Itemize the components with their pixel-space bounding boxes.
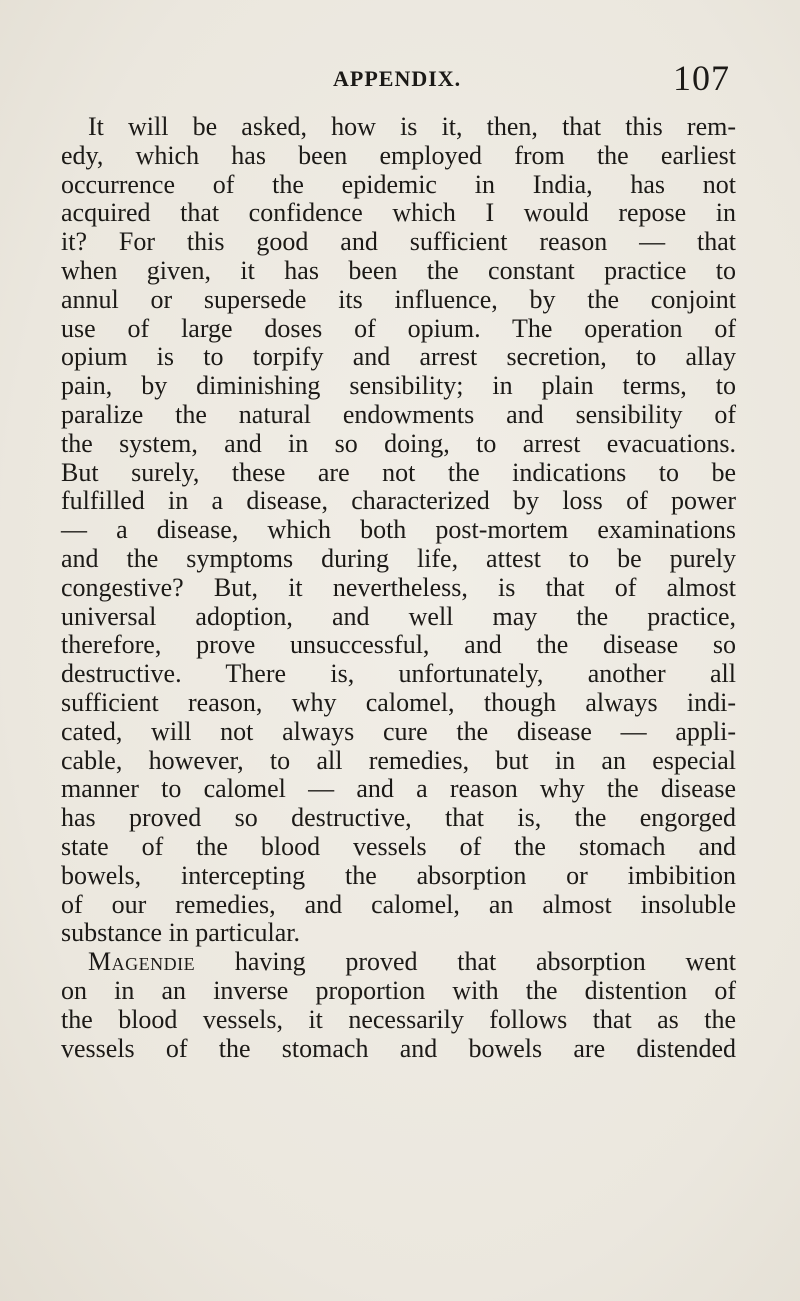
text-line: universal adoption, and well may the practice, bbox=[61, 601, 736, 631]
text-line: use of large doses of opium. The operation of bbox=[61, 313, 736, 343]
text-line: cated, will not always cure the disease — appli- bbox=[61, 716, 736, 746]
text-line: pain, by diminishing sensibility; in plain terms, to bbox=[61, 371, 736, 401]
text-line: annul or supersede its influence, by the conjoint bbox=[61, 284, 736, 314]
running-head bbox=[0, 58, 800, 108]
text-line: occurrence of the epidemic in India, has not bbox=[61, 169, 736, 199]
text-line: But surely, these are not the indications to be bbox=[61, 457, 736, 487]
text-line: therefore, prove unsuccessful, and the disease so bbox=[61, 630, 736, 660]
text-line: substance in particular. bbox=[61, 918, 300, 948]
text-line: has proved so destructive, that is, the engorged bbox=[61, 803, 736, 833]
text-line: sufficient reason, why calomel, though always indi- bbox=[61, 687, 736, 717]
text-fragment: having proved that absorption went bbox=[195, 947, 736, 977]
text-line: and the symptoms during life, attest to be purely bbox=[61, 543, 736, 573]
text-line: on in an inverse proportion with the distention of bbox=[61, 975, 736, 1005]
text-line: state of the blood vessels of the stomach and bbox=[61, 831, 736, 861]
text-line: paralize the natural endowments and sensibility of bbox=[61, 399, 736, 429]
text-line: edy, which has been employed from the earliest bbox=[61, 140, 736, 170]
paragraph-1 bbox=[61, 113, 736, 948]
text-line: — a disease, which both post-mortem examinations bbox=[61, 515, 736, 545]
running-title: APPENDIX. bbox=[333, 66, 462, 91]
page-number: 107 bbox=[673, 58, 730, 98]
text-line: the system, and in so doing, to arrest evacuations. bbox=[61, 428, 736, 458]
text-line: it? For this good and sufficient reason — that bbox=[61, 227, 736, 257]
text-line: bowels, intercepting the absorption or imbibition bbox=[61, 860, 736, 890]
text-line: opium is to torpify and arrest secretion, to allay bbox=[61, 342, 736, 372]
author-name: Magendie bbox=[88, 947, 196, 977]
body-text bbox=[61, 113, 736, 1063]
text-line: It will be asked, how is it, then, that this rem- bbox=[88, 112, 736, 141]
paragraph-2 bbox=[61, 948, 736, 1063]
text-line: acquired that confidence which I would repose in bbox=[61, 198, 736, 228]
text-line: of our remedies, and calomel, an almost insoluble bbox=[61, 889, 736, 919]
text-line: cable, however, to all remedies, but in an especial bbox=[61, 745, 736, 775]
text-line: when given, it has been the constant practice to bbox=[61, 255, 736, 285]
text-line: destructive. There is, unfortunately, another all bbox=[61, 659, 736, 689]
text-line: congestive? But, it nevertheless, is that of almost bbox=[61, 572, 736, 602]
text-line: manner to calomel — and a reason why the disease bbox=[61, 774, 736, 804]
text-line: fulfilled in a disease, characterized by loss of power bbox=[61, 486, 736, 516]
text-line bbox=[61, 948, 736, 977]
text-line: vessels of the stomach and bowels are distended bbox=[61, 1033, 736, 1063]
text-line: the blood vessels, it necessarily follows that as the bbox=[61, 1004, 736, 1034]
